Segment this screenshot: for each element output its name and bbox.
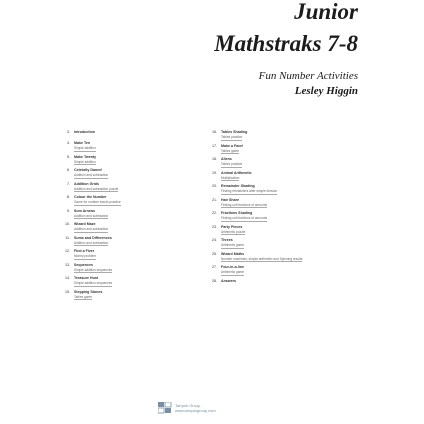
- toc-item: [60, 141, 200, 152]
- toc-page-number: 14.: [65, 276, 70, 280]
- toc-page-number: 15.: [65, 289, 70, 294]
- toc-subtitle: Simple addition sequences: [74, 281, 113, 285]
- toc-subtitle: Addition and subtraction: [74, 213, 109, 218]
- toc-title: Sums and Differences: [74, 235, 112, 240]
- toc-page-number: 13.: [65, 262, 70, 267]
- toc-item: [207, 211, 357, 222]
- toc-item: [60, 249, 200, 260]
- tarquin-logo-icon: [158, 402, 172, 414]
- subtitle: Fun Number Activities: [258, 70, 358, 82]
- toc-title: Stepping Stones: [74, 289, 103, 294]
- contents-column-left: [60, 130, 200, 303]
- toc-title: Animal Arithmetic: [221, 170, 252, 175]
- toc-subtitle: Addition and subtraction puzzle: [74, 186, 119, 191]
- toc-item: [207, 279, 357, 284]
- toc-subtitle: Finding unit fractions of amounts: [221, 216, 268, 220]
- toc-title: Colour the Number: [74, 195, 107, 199]
- toc-page-number: 18.: [212, 157, 217, 161]
- author: Lesley Higgin: [294, 85, 358, 97]
- toc-title: Remainder Shading: [221, 184, 255, 188]
- logo-name: Tarquin Group: [175, 403, 201, 408]
- toc-title: Find a Fiver: [74, 249, 95, 253]
- toc-page-number: 19.: [212, 170, 217, 175]
- toc-title: Wizard Maze: [74, 222, 96, 226]
- toc-item: [207, 225, 357, 236]
- toc-item: [60, 263, 200, 274]
- toc-page-number: 17.: [212, 143, 217, 148]
- toc-title: Make Ten: [74, 141, 91, 145]
- toc-title: Threes: [221, 238, 233, 242]
- toc-subtitle: Tables game: [74, 294, 93, 299]
- toc-item: [60, 182, 200, 193]
- toc-subtitle: Tables practice: [221, 162, 243, 166]
- toc-subtitle: Tables game: [221, 148, 240, 153]
- toc-item: [60, 290, 200, 301]
- toc-page-number: 25.: [212, 251, 217, 256]
- toc-page-number: 9.: [67, 208, 70, 213]
- toc-item: [60, 276, 200, 287]
- toc-page-number: 28.: [212, 278, 217, 283]
- toc-item: [60, 209, 200, 220]
- toc-title: Celebrity Dance!: [74, 168, 103, 172]
- title-line-1: Junior: [294, 0, 358, 24]
- toc-title: Sequences: [74, 262, 93, 267]
- toc-title: Treasure Hunt: [74, 276, 99, 280]
- toc-title: Four-in-a-line: [221, 265, 244, 269]
- toc-item: [60, 168, 200, 179]
- toc-title: Make Twenty: [74, 154, 97, 159]
- toc-title: Introduction: [74, 130, 95, 134]
- toc-page-number: 10.: [65, 222, 70, 226]
- toc-item: [207, 198, 357, 209]
- toc-subtitle: Number machines, simple arithmetic and Spinning results: [221, 256, 303, 261]
- toc-item: [207, 144, 357, 155]
- toc-title: Addition Grids: [74, 181, 99, 186]
- toc-page-number: 12.: [65, 249, 70, 253]
- toc-subtitle: Addition and subtraction: [74, 173, 109, 177]
- toc-page-number: 23.: [212, 224, 217, 229]
- toc-subtitle: Money problem: [74, 254, 96, 258]
- toc-title: Fractions Shading: [221, 211, 253, 215]
- toc-title: Tables Shading: [221, 130, 248, 134]
- toc-subtitle: Finding remainders after simple division: [221, 189, 278, 193]
- toc-title: Make a Face!: [221, 143, 244, 148]
- toc-page-number: 22.: [212, 211, 217, 215]
- logo-url: www.tarquingroup.com: [175, 408, 216, 413]
- toc-item: [207, 265, 357, 276]
- toc-item: [207, 171, 357, 182]
- toc-page-number: 3.: [67, 130, 70, 134]
- toc-subtitle: Simple addition: [74, 146, 96, 150]
- toc-item: [207, 130, 357, 141]
- publisher-logo: [158, 402, 216, 414]
- toc-subtitle: Arithmetic game: [221, 243, 245, 247]
- toc-subtitle: Addition and subtraction: [74, 227, 109, 231]
- toc-page-number: 7.: [67, 181, 70, 186]
- toc-page-number: 20.: [212, 184, 217, 188]
- toc-item: [60, 195, 200, 206]
- toc-page-number: 5.: [67, 154, 70, 159]
- toc-subtitle: Finding unit fractions of amounts: [221, 202, 268, 207]
- toc-subtitle: Multiplication: [221, 175, 240, 180]
- toc-page-number: 6.: [67, 168, 70, 172]
- toc-title: Hair Share: [221, 197, 239, 202]
- toc-item: [60, 155, 200, 166]
- toc-page-number: 11.: [65, 235, 70, 240]
- toc-subtitle: Simple addition: [74, 159, 96, 164]
- toc-subtitle: Addition and subtraction: [74, 240, 109, 245]
- toc-subtitle: Game for number bonds practice: [74, 200, 121, 204]
- toc-item: [207, 184, 357, 195]
- toc-item: [207, 157, 357, 168]
- toc-title: Answers: [221, 278, 236, 283]
- title-line-2: Mathstraks 7-8: [214, 31, 358, 56]
- toc-page-number: 24.: [212, 238, 217, 242]
- toc-item: [60, 130, 200, 135]
- toc-page-number: 27.: [212, 265, 217, 269]
- toc-page-number: 21.: [212, 197, 217, 202]
- toc-item: [207, 252, 357, 263]
- toc-item: [60, 236, 200, 247]
- toc-subtitle: Tables practice: [221, 135, 243, 139]
- contents-column-right: [207, 130, 357, 290]
- toc-subtitle: Simple addition sequences: [74, 267, 113, 272]
- toc-subtitle: Arithmetic puzzle: [221, 229, 246, 234]
- toc-item: [60, 222, 200, 233]
- toc-subtitle: Arithmetic game: [221, 270, 245, 274]
- toc-page-number: 4.: [67, 141, 70, 145]
- toc-title: Aliens: [221, 157, 232, 161]
- toc-item: [207, 238, 357, 249]
- toc-title: Wizard Maths: [221, 251, 245, 256]
- toc-page-number: 8.: [67, 195, 70, 199]
- toc-page-number: 16.: [212, 130, 217, 134]
- toc-title: Party Pieces: [221, 224, 243, 229]
- toc-title: Sum Arrows: [74, 208, 96, 213]
